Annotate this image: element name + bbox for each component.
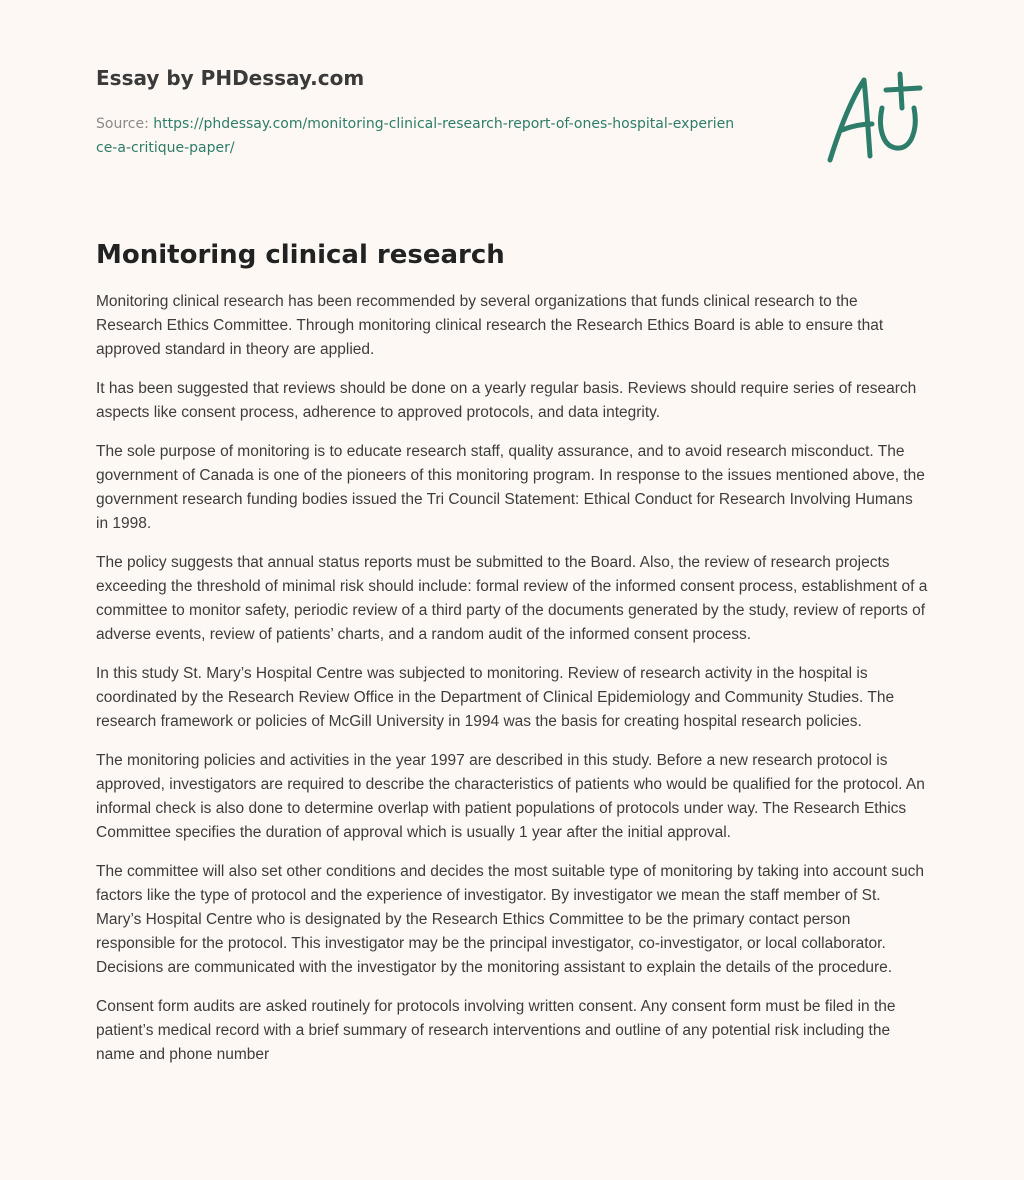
a-plus-grade-icon [820, 68, 930, 168]
essay-paragraph: The monitoring policies and activities in the year 1997 are described in this study. Before a new research protocol is approved, investigators are required to describe the characteristics of patients who would be qualified for the protocol. An informal check is also done to determine overlap with patient populations of protocols under way. The Research Ethics Committee specifies the duration of approval which is usually 1 year after the initial approval. [96, 752, 925, 841]
essay-body [96, 290, 928, 1067]
essay-paragraph: Consent form audits are asked routinely for protocols involving written consent. Any consent form must be filed in the patient’s medical record with a brief summary of research interventions and outline of any potential risk including the name and phone number [96, 998, 896, 1063]
essay-title: Monitoring clinical research [96, 240, 505, 270]
essay-paragraph: The committee will also set other conditions and decides the most suitable type of monitoring by taking into account such factors like the type of protocol and the experience of investigator. By investigator we mean the staff member of St. Mary’s Hospital Centre who is designated by the Research Ethics Committee to be the primary contact person responsible for the protocol. This investigator may be the principal investigator, co-investigator, or local collaborator. Decisions are communicated with the investigator by the monitoring assistant to explain the details of the procedure. [96, 863, 924, 976]
essay-paragraph: The sole purpose of monitoring is to educate research staff, quality assurance, and to avoid research misconduct. The government of Canada is one of the pioneers of this monitoring program. In response to the issues mentioned above, the government research funding bodies issued the Tri Council Statement: Ethical Conduct for Research Involving Humans in 1998. [96, 443, 925, 532]
source-label: Source: [96, 116, 149, 132]
essay-paragraph: It has been suggested that reviews should be done on a yearly regular basis. Reviews should require series of research aspects like consent process, adherence to approved protocols, and data integrity. [96, 380, 917, 421]
essay-paragraph: The policy suggests that annual status reports must be submitted to the Board. Also, the review of research projects exceeding the threshold of minimal risk should include: formal review of the informed consent process, establishment of a committee to monitor safety, periodic review of a third party of the documents generated by the study, review of reports of adverse events, review of patients’ charts, and a random audit of the informed consent process. [96, 554, 928, 643]
site-title: Essay by PHDessay.com [96, 66, 365, 90]
essay-page [96, 64, 928, 1082]
source-link[interactable]: https://phdessay.com/monitoring-clinical-research-report-of-ones-hospital-experience-a-critique-paper/ [96, 116, 735, 156]
source-line [96, 112, 736, 160]
essay-paragraph: Monitoring clinical research has been recommended by several organizations that funds clinical research to the Research Ethics Committee. Through monitoring clinical research the Research Ethics Board is able to ensure that approved standard in theory are applied. [96, 293, 884, 358]
essay-paragraph: In this study St. Mary’s Hospital Centre was subjected to monitoring. Review of research activity in the hospital is coordinated by the Research Review Office in the Department of Clinical Epidemiology and Community Studies. The research framework or policies of McGill University in 1994 was the basis for creating hospital research policies. [96, 665, 895, 730]
